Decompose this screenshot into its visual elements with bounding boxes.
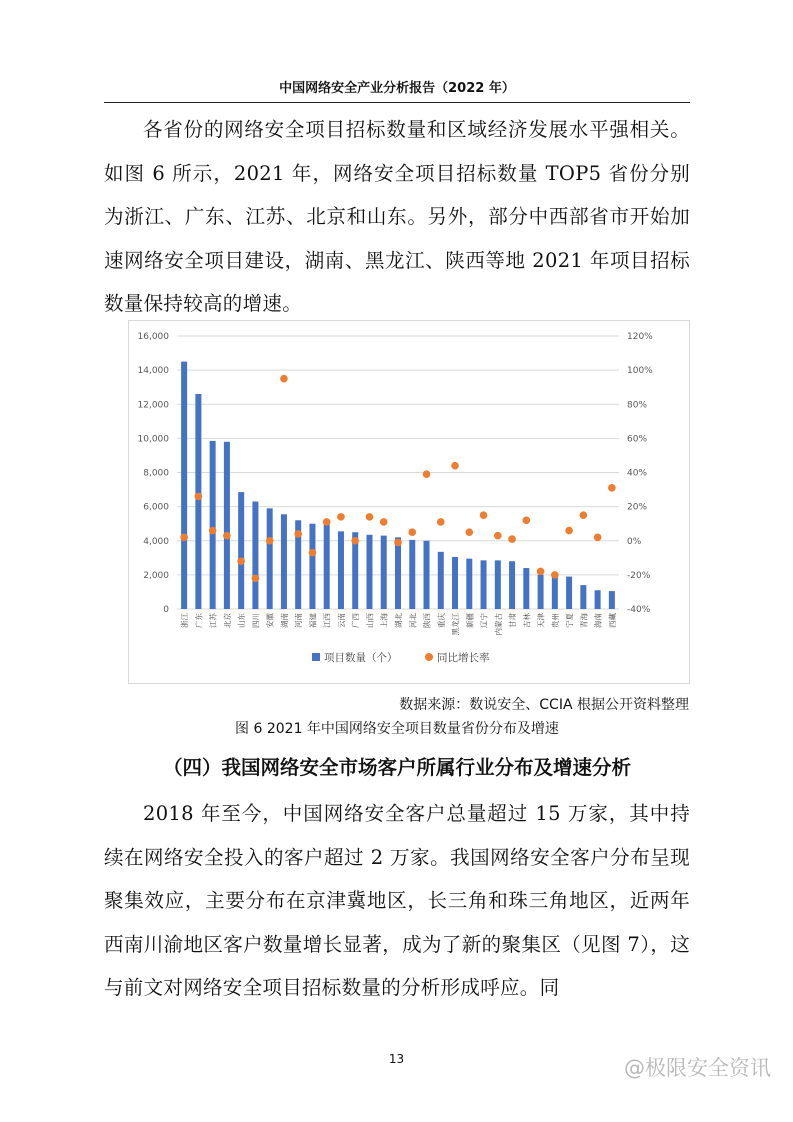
growth-point-新疆: [465, 528, 473, 536]
section-heading: （四）我国网络安全市场客户所属行业分布及增速分析: [162, 756, 631, 779]
y-right-tick-label: 40%: [627, 468, 648, 479]
growth-point-内蒙古: [494, 532, 502, 540]
bar-湖南: [281, 514, 287, 609]
growth-point-吉林: [523, 516, 531, 524]
y-left-tick-label: 14,000: [137, 366, 169, 377]
growth-point-北京: [223, 532, 231, 540]
y-left-tick-label: 6,000: [143, 502, 169, 513]
bar-内蒙古: [495, 560, 501, 609]
growth-point-河北: [408, 528, 416, 536]
y-right-tick-label: 100%: [627, 366, 653, 377]
bar-湖北: [395, 537, 401, 609]
category-label: 贵州: [550, 613, 560, 628]
category-label: 天津: [536, 613, 546, 628]
growth-point-湖南: [280, 375, 288, 383]
y-left-tick-label: 8,000: [143, 468, 169, 479]
growth-point-青海: [580, 511, 588, 519]
category-label: 重庆: [436, 613, 446, 628]
category-label: 福建: [308, 613, 318, 628]
growth-point-海南: [594, 534, 602, 542]
growth-point-湖北: [394, 539, 402, 547]
growth-point-贵州: [551, 571, 559, 579]
y-right-tick-label: -20%: [627, 570, 651, 581]
bar-安徽: [267, 508, 273, 609]
growth-point-江苏: [209, 527, 217, 535]
growth-point-河南: [294, 530, 302, 538]
y-left-tick-label: 10,000: [137, 434, 169, 445]
bar-广东: [195, 394, 201, 609]
bar-上海: [381, 536, 387, 609]
category-label: 广西: [351, 613, 361, 628]
growth-point-江西: [323, 518, 331, 526]
figure-caption: 图 6 2021 年中国网络安全项目数量省份分布及增速: [235, 721, 559, 737]
bar-四川: [252, 502, 258, 609]
category-label: 湖南: [279, 613, 289, 628]
y-right-tick-label: 0%: [627, 536, 642, 547]
growth-point-安徽: [266, 537, 274, 545]
bar-黑龙江: [452, 557, 458, 609]
running-header: 中国网络安全产业分析报告（2022 年）: [104, 80, 690, 103]
bar-福建: [309, 524, 315, 609]
legend-dot-swatch: [425, 653, 433, 661]
bar-辽宁: [481, 560, 487, 609]
category-label: 河南: [294, 613, 304, 628]
y-right-tick-label: -40%: [627, 605, 651, 615]
category-label: 上海: [379, 613, 389, 628]
category-label: 山东: [237, 613, 247, 628]
bar-贵州: [552, 576, 558, 609]
growth-point-山东: [237, 557, 245, 565]
category-label: 陕西: [422, 613, 432, 628]
growth-point-四川: [252, 574, 260, 582]
category-label: 安徽: [265, 613, 275, 628]
page-number: 13: [388, 1052, 405, 1066]
category-label: 江西: [322, 613, 332, 628]
category-label: 湖北: [394, 613, 403, 628]
category-label: 黑龙江: [451, 613, 461, 636]
bar-新疆: [466, 559, 472, 609]
bar-重庆: [438, 552, 444, 609]
category-label: 河北: [408, 613, 418, 628]
category-label: 辽宁: [479, 613, 489, 628]
legend-dot-label: 同比增长率: [437, 652, 490, 664]
bar-西藏: [609, 591, 615, 609]
category-label: 甘肃: [508, 613, 518, 628]
growth-point-陕西: [423, 470, 431, 478]
growth-point-山西: [366, 513, 374, 521]
growth-point-广西: [351, 537, 359, 545]
growth-point-西藏: [608, 484, 616, 492]
category-label: 海南: [593, 613, 603, 628]
growth-point-云南: [337, 513, 345, 521]
category-label: 广东: [194, 613, 204, 628]
y-right-tick-label: 80%: [627, 400, 648, 411]
category-label: 内蒙古: [493, 613, 503, 636]
category-label: 宁夏: [565, 613, 575, 628]
bar-山西: [366, 535, 372, 609]
bar-宁夏: [566, 577, 572, 609]
category-label: 青海: [579, 613, 589, 628]
category-label: 新疆: [465, 613, 475, 628]
category-label: 四川: [251, 613, 261, 628]
body-paragraph-2: 2018 年至今，中国网络安全客户总量超过 15 万家，其中持续在网络安全投入的客户超过 2 万家。我国网络安全客户分布呈现聚集效应，主要分布在京津冀地区，长三角和珠三角地区，近两年西南川渝地区客户数量增长显著，成为了新的聚集区（见图 7），这与前文对网络安全项目招标数量的分析形成呼应。同: [104, 802, 690, 999]
y-left-tick-label: 4,000: [143, 536, 169, 547]
y-left-tick-label: 0: [163, 605, 169, 615]
growth-point-浙江: [180, 534, 188, 542]
body-paragraph-1: 各省份的网络安全项目招标数量和区域经济发展水平强相关。如图 6 所示，2021 年，网络安全项目招标数量 TOP5 省份分别为浙江、广东、江苏、北京和山东。另外，部分中西部省市开始加速网络安全项目建设，湖南、黑龙江、陕西等地 2021 年项目招标数量保持较高的增速。: [104, 118, 690, 315]
bar-陕西: [424, 541, 430, 609]
category-label: 浙江: [180, 613, 190, 628]
legend-bar-label: 项目数量（个）: [324, 652, 398, 664]
bar-甘肃: [509, 561, 515, 609]
growth-point-上海: [380, 518, 388, 526]
growth-point-辽宁: [480, 511, 488, 519]
growth-point-福建: [309, 549, 317, 557]
growth-point-黑龙江: [451, 462, 459, 470]
y-left-tick-label: 16,000: [137, 332, 169, 342]
province-project-chart: [128, 320, 690, 684]
bar-河北: [409, 540, 415, 609]
y-right-tick-label: 20%: [627, 502, 648, 513]
growth-point-重庆: [437, 518, 445, 526]
bar-山东: [238, 492, 244, 609]
y-right-tick-label: 60%: [627, 434, 648, 445]
category-label: 北京: [222, 613, 232, 628]
bar-云南: [338, 531, 344, 609]
growth-point-天津: [537, 568, 545, 576]
legend-bar-swatch: [312, 653, 320, 661]
category-label: 西藏: [607, 613, 617, 628]
bar-北京: [224, 442, 230, 609]
bar-浙江: [181, 362, 187, 609]
y-left-tick-label: 2,000: [143, 570, 169, 581]
bar-青海: [580, 585, 586, 609]
chart-svg: [129, 321, 689, 683]
bar-江苏: [210, 441, 216, 609]
bar-江西: [324, 525, 330, 609]
category-label: 山西: [365, 613, 375, 628]
category-label: 云南: [336, 613, 346, 628]
growth-point-宁夏: [565, 527, 573, 535]
bar-吉林: [523, 568, 529, 609]
growth-point-甘肃: [508, 535, 516, 543]
y-left-tick-label: 12,000: [137, 400, 169, 411]
figure-source: 数据来源：数说安全、CCIA 根据公开资料整理: [399, 697, 689, 713]
category-label: 吉林: [522, 613, 532, 628]
bar-天津: [538, 575, 544, 609]
y-right-tick-label: 120%: [627, 332, 653, 342]
bar-海南: [595, 590, 601, 609]
category-label: 江苏: [208, 613, 218, 628]
growth-point-广东: [195, 493, 203, 501]
watermark: @极限安全资讯: [624, 1056, 771, 1080]
